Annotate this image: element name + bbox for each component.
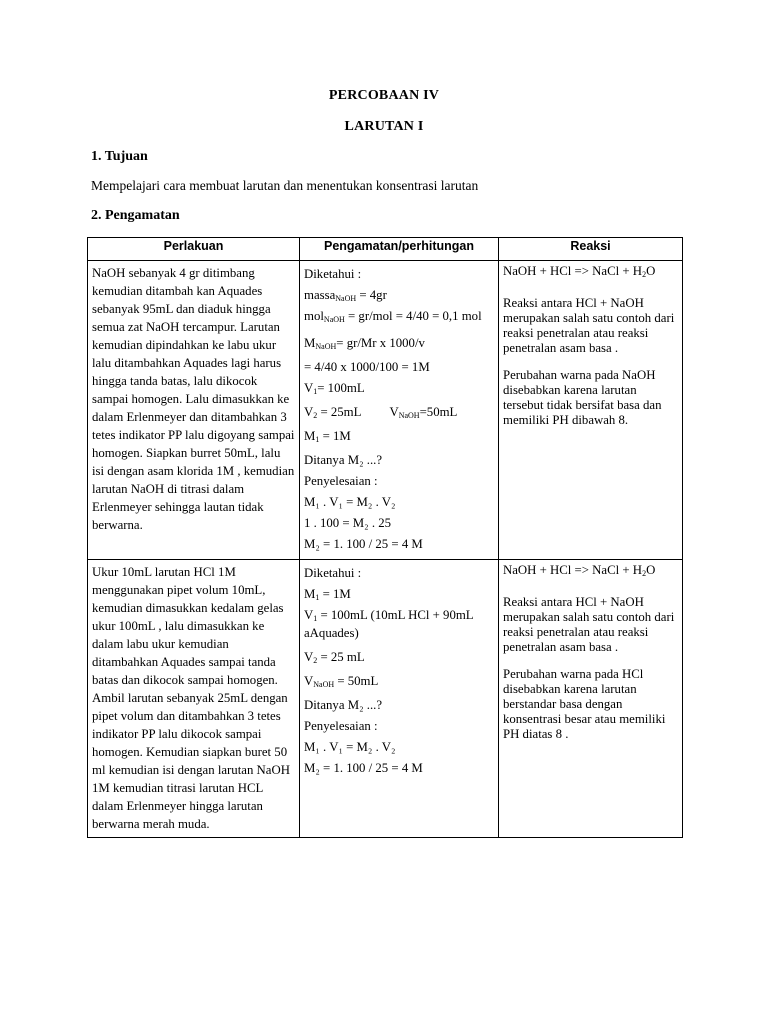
calc-line: 1 . 100 = M₂ . 25 bbox=[304, 516, 392, 530]
calc-line: Penyelesaian : bbox=[304, 719, 378, 733]
perlakuan-cell: NaOH sebanyak 4 gr ditimbang kemudian ditambah kan Aquades sebanyak 95mL dan diaduk hingga semua zat NaOH tercampur. Larutan kemudian dipindahkan ke labu ukur lalu ditambahkan Aquades lagi harus hingga tanda batas, lalu dikocok sampai homogen. Lalu dimasukkan ke dalam Erlenmeyer dan ditambahkan 3 tetes indikator PP lalu digoyang sampai homogen. Siapkan burret 50mL, lalu isi dengan asam klorida 1M , kemudian larutan NaOH di titrasi dalam Erlenmeyer sehingga lautan tidak berwarna. bbox=[88, 261, 300, 560]
calc-cell bbox=[300, 261, 499, 560]
calc-line: $V_1= 100mL$ bbox=[304, 381, 365, 396]
calc-line: = 4/40 x 1000/100 = 1M bbox=[304, 360, 430, 374]
calc-line: Ditanya M₂ ...? bbox=[304, 698, 383, 712]
calc-line: Ditanya M₂ ...? bbox=[304, 453, 383, 467]
calc-line: $M_1 = 1M$ bbox=[304, 429, 351, 444]
table-header-row bbox=[88, 238, 683, 261]
calc-line: M₁ . V₁ = M₂ . V₂ bbox=[304, 740, 396, 754]
reaction-equation: NaOH + HCl => NaCl + $H_2O$ bbox=[503, 563, 656, 578]
calc-line: M₂ = 1. 100 / 25 = 4 M bbox=[304, 761, 423, 775]
calc-line: Penyelesaian : bbox=[304, 474, 378, 488]
calc-line: $M_1 = 1M$ bbox=[304, 587, 351, 602]
header-perlakuan: Perlakuan bbox=[88, 238, 300, 261]
reaction-paragraph: Reaksi antara HCl + NaOH merupakan salah satu contoh dari reaksi penetralan atau reaksi penetralan asam basa . bbox=[503, 595, 675, 654]
table-row bbox=[88, 560, 683, 838]
calc-line: massa$_{NaOH}$ = 4gr bbox=[304, 288, 387, 303]
calc-line: M₁ . V₁ = M₂ . V₂ bbox=[304, 495, 396, 509]
page-subtitle: LARUTAN I bbox=[344, 119, 424, 134]
perlakuan-cell: Ukur 10mL larutan HCl 1M menggunakan pipet volum 10mL, kemudian dimasukkan kedalam gelas ukur 100mL , lalu dimasukkan ke dalam labu ukur kemudian ditambahkan Aquades sampai tanda batas dan dikocok sampai homogen. Ambil larutan sebanyak 25mL dengan pipet volum dan ditambahkan 3 tetes indikator PP lalu dikocok sampai homogen. Kemudian siapkan buret 50 ml kemudian isi dengan larutan NaOH 1M kemudian titrasi larutan HCL dalam Erlenmeyer hingga larutan berwarna merah muda. bbox=[88, 560, 300, 838]
reaction-paragraph: Reaksi antara HCl + NaOH merupakan salah satu contoh dari reaksi penetralan atau reaksi penetralan asam basa . bbox=[503, 296, 675, 355]
reaction-paragraph: Perubahan warna pada HCl disebabkan karena larutan berstandar basa dengan konsentrasi besar atau memiliki PH diatas 8 . bbox=[503, 667, 666, 741]
section-heading-pengamatan: 2. Pengamatan bbox=[91, 208, 180, 223]
calc-line: mol$_{NaOH}$ = gr/mol = 4/40 = 0,1 mol bbox=[304, 309, 482, 324]
calc-line: Diketahui : bbox=[304, 267, 362, 281]
calc-line: Diketahui : bbox=[304, 566, 362, 580]
reaksi-cell bbox=[499, 560, 683, 838]
reaction-paragraph: Perubahan warna pada NaOH disebabkan karena larutan tersebut tidak bersifat basa dan memiliki PH dibawah 8. bbox=[503, 368, 662, 427]
calc-line: $V_1 = 100mL$ (10mL HCl + 90mL aAquades) bbox=[304, 608, 474, 640]
reaction-equation: NaOH + HCl => NaCl + $H_2O$ bbox=[503, 264, 656, 279]
calc-line: $M_{NaOH}= gr/Mr$ x 1000/v bbox=[304, 336, 425, 351]
section-heading-tujuan: 1. Tujuan bbox=[91, 149, 148, 164]
table-row bbox=[88, 261, 683, 560]
reaksi-cell bbox=[499, 261, 683, 560]
observation-table bbox=[87, 237, 683, 838]
calc-line: M₂ = 1. 100 / 25 = 4 M bbox=[304, 537, 423, 551]
tujuan-text: Mempelajari cara membuat larutan dan menentukan konsentrasi larutan bbox=[91, 178, 479, 193]
calc-cell bbox=[300, 560, 499, 838]
header-pengamatan: Pengamatan/perhitungan bbox=[300, 238, 499, 261]
page-title: PERCOBAAN IV bbox=[328, 88, 440, 103]
header-reaksi: Reaksi bbox=[499, 238, 683, 261]
calc-line: $V_2 = 25mL$ $V_{NaOH}=50mL$ bbox=[304, 405, 458, 420]
calc-line: $V_2 = 25$ mL bbox=[304, 650, 365, 665]
calc-line: $V_{NaOH} = 50mL$ bbox=[304, 674, 379, 689]
